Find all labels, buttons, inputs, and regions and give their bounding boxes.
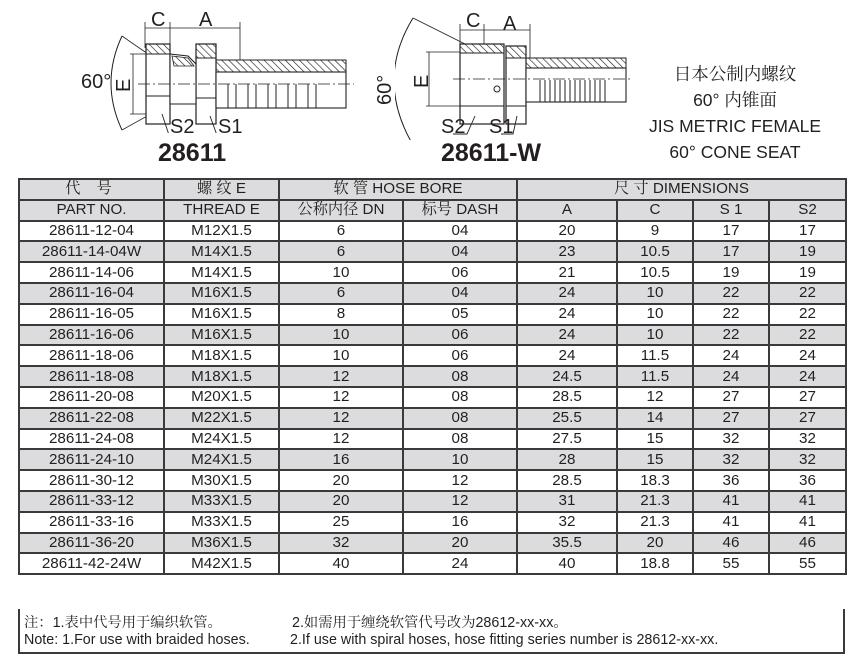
table-row: [19, 491, 846, 512]
cell-s2: 19: [769, 262, 846, 283]
cell-dash: 20: [403, 533, 517, 554]
note-en-2: 2.If use with spiral hoses, hose fitting series number is 28612-xx-xx.: [290, 632, 719, 648]
cell-c: 14: [617, 408, 693, 429]
cell-s2: 17: [769, 221, 846, 242]
table-row: [19, 470, 846, 491]
cell-part: 28611-36-20: [19, 533, 164, 554]
note-en-1: Note: 1.For use with braided hoses.: [24, 632, 250, 648]
table-row: [19, 304, 846, 325]
cell-dn: 10: [279, 262, 403, 283]
fitting-drawing-28611: [70, 8, 360, 133]
table-row: [19, 241, 846, 262]
cell-dash: 10: [403, 449, 517, 470]
cell-thread: M30X1.5: [164, 470, 279, 491]
cell-dn: 6: [279, 283, 403, 304]
cell-dn: 20: [279, 491, 403, 512]
cell-s1: 24: [693, 345, 769, 366]
cell-c: 11.5: [617, 345, 693, 366]
cell-s2: 32: [769, 429, 846, 450]
cell-thread: M20X1.5: [164, 387, 279, 408]
cell-thread: M33X1.5: [164, 512, 279, 533]
cell-dn: 32: [279, 533, 403, 554]
cell-part: 28611-16-05: [19, 304, 164, 325]
cell-c: 18.8: [617, 553, 693, 574]
cell-s2: 24: [769, 366, 846, 387]
dim-label-e: E: [113, 78, 135, 92]
cell-c: 10.5: [617, 262, 693, 283]
cell-a: 24: [517, 345, 617, 366]
header-s1: S 1: [693, 200, 769, 221]
cell-thread: M36X1.5: [164, 533, 279, 554]
table-row: [19, 429, 846, 450]
cell-part: 28611-14-06: [19, 262, 164, 283]
header-dash: 标号 DASH: [403, 200, 517, 221]
cell-thread: M14X1.5: [164, 241, 279, 262]
product-description: [625, 61, 845, 165]
table-row: [19, 221, 846, 242]
cell-a: 24: [517, 304, 617, 325]
cell-s1: 46: [693, 533, 769, 554]
cell-a: 31: [517, 491, 617, 512]
note-cn-2: 2.如需用于缠绕软管代号改为28612-xx-xx。: [292, 615, 568, 631]
cell-c: 9: [617, 221, 693, 242]
specification-table: [18, 178, 847, 575]
description-en-title: JIS METRIC FEMALE: [648, 116, 822, 136]
hex-label-s1: S1: [489, 116, 514, 138]
cell-s2: 27: [769, 408, 846, 429]
cell-c: 10.5: [617, 241, 693, 262]
cell-c: 10: [617, 283, 693, 304]
cell-s2: 55: [769, 553, 846, 574]
cell-part: 28611-14-04W: [19, 241, 164, 262]
cell-s1: 24: [693, 366, 769, 387]
cell-dash: 04: [403, 241, 517, 262]
cell-s2: 41: [769, 512, 846, 533]
hex-label-s2: S2: [170, 116, 195, 138]
cell-s2: 24: [769, 345, 846, 366]
cell-part: 28611-12-04: [19, 221, 164, 242]
cell-thread: M14X1.5: [164, 262, 279, 283]
cell-dn: 12: [279, 366, 403, 387]
cell-thread: M24X1.5: [164, 429, 279, 450]
table-body: [19, 221, 846, 575]
cell-s2: 46: [769, 533, 846, 554]
cell-dn: 6: [279, 241, 403, 262]
cell-a: 28.5: [517, 387, 617, 408]
header-thread-en: THREAD E: [164, 200, 279, 221]
header-a: A: [517, 200, 617, 221]
cell-s1: 17: [693, 241, 769, 262]
cell-a: 32: [517, 512, 617, 533]
cell-s2: 22: [769, 283, 846, 304]
cell-s1: 19: [693, 262, 769, 283]
cell-dn: 10: [279, 345, 403, 366]
table-row: [19, 325, 846, 346]
cell-dash: 06: [403, 345, 517, 366]
dim-label-c: C: [466, 10, 481, 32]
cell-a: 24.5: [517, 366, 617, 387]
cell-s2: 22: [769, 304, 846, 325]
cell-dn: 6: [279, 221, 403, 242]
cell-part: 28611-24-10: [19, 449, 164, 470]
cell-thread: M33X1.5: [164, 491, 279, 512]
cell-s2: 27: [769, 387, 846, 408]
header-thread-cn: 螺 纹 E: [164, 179, 279, 200]
cell-dash: 12: [403, 470, 517, 491]
cell-c: 20: [617, 533, 693, 554]
cell-c: 15: [617, 429, 693, 450]
cell-dash: 06: [403, 262, 517, 283]
description-cn-seat: 60° 内锥面: [693, 90, 777, 110]
cell-thread: M12X1.5: [164, 221, 279, 242]
header-part-en: PART NO.: [19, 200, 164, 221]
cell-thread: M18X1.5: [164, 366, 279, 387]
cell-dn: 25: [279, 512, 403, 533]
cell-s2: 32: [769, 449, 846, 470]
cell-part: 28611-24-08: [19, 429, 164, 450]
cell-thread: M18X1.5: [164, 345, 279, 366]
cell-part: 28611-42-24W: [19, 553, 164, 574]
cell-s1: 55: [693, 553, 769, 574]
fitting-cross-section-icon: [70, 8, 360, 133]
cell-s1: 41: [693, 512, 769, 533]
cell-a: 28.5: [517, 470, 617, 491]
table-row: [19, 533, 846, 554]
header-part-cn: 代 号: [19, 179, 164, 200]
cell-thread: M16X1.5: [164, 304, 279, 325]
cell-thread: M22X1.5: [164, 408, 279, 429]
cell-thread: M16X1.5: [164, 325, 279, 346]
table-row: [19, 345, 846, 366]
cell-thread: M24X1.5: [164, 449, 279, 470]
cell-dn: 12: [279, 408, 403, 429]
angle-label: 60°: [81, 71, 112, 93]
table-row: [19, 512, 846, 533]
cell-s1: 22: [693, 325, 769, 346]
cell-s2: 36: [769, 470, 846, 491]
cell-s2: 41: [769, 491, 846, 512]
cell-c: 11.5: [617, 366, 693, 387]
cell-part: 28611-30-12: [19, 470, 164, 491]
cell-dash: 05: [403, 304, 517, 325]
cell-dn: 40: [279, 553, 403, 574]
cell-part: 28611-33-12: [19, 491, 164, 512]
cell-part: 28611-18-06: [19, 345, 164, 366]
cell-dn: 8: [279, 304, 403, 325]
cell-dash: 08: [403, 429, 517, 450]
header-dimensions: 尺 寸 DIMENSIONS: [517, 179, 846, 200]
hex-label-s2: S2: [441, 116, 466, 138]
note-cn-1: 注：1.表中代号用于编织软管。: [24, 615, 222, 631]
angle-label: 60°: [374, 74, 396, 105]
dim-label-a: A: [199, 9, 213, 31]
cell-dn: 12: [279, 387, 403, 408]
cell-s2: 19: [769, 241, 846, 262]
table-row: [19, 553, 846, 574]
cell-dash: 08: [403, 366, 517, 387]
cell-part: 28611-16-04: [19, 283, 164, 304]
cell-a: 23: [517, 241, 617, 262]
model-number-28611: 28611: [158, 139, 227, 167]
cell-c: 12: [617, 387, 693, 408]
notes-box: [18, 609, 845, 654]
cell-a: 40: [517, 553, 617, 574]
cell-a: 24: [517, 283, 617, 304]
header-s2: S2: [769, 200, 846, 221]
dim-label-a: A: [503, 13, 517, 35]
dim-label-c: C: [151, 9, 166, 31]
cell-s1: 22: [693, 304, 769, 325]
cell-a: 27.5: [517, 429, 617, 450]
cell-dash: 12: [403, 491, 517, 512]
cell-s1: 32: [693, 429, 769, 450]
cell-a: 25.5: [517, 408, 617, 429]
cell-part: 28611-16-06: [19, 325, 164, 346]
cell-s1: 36: [693, 470, 769, 491]
cell-s1: 27: [693, 408, 769, 429]
cell-s2: 22: [769, 325, 846, 346]
dim-label-e: E: [411, 74, 433, 88]
cell-dash: 04: [403, 283, 517, 304]
cell-dash: 08: [403, 408, 517, 429]
table-row: [19, 366, 846, 387]
cell-thread: M42X1.5: [164, 553, 279, 574]
cell-dn: 20: [279, 470, 403, 491]
cell-a: 20: [517, 221, 617, 242]
cell-dn: 16: [279, 449, 403, 470]
cell-part: 28611-20-08: [19, 387, 164, 408]
cell-s1: 41: [693, 491, 769, 512]
cell-s1: 32: [693, 449, 769, 470]
cell-dash: 06: [403, 325, 517, 346]
cell-c: 15: [617, 449, 693, 470]
cell-s1: 22: [693, 283, 769, 304]
cell-a: 21: [517, 262, 617, 283]
cell-dash: 16: [403, 512, 517, 533]
cell-thread: M16X1.5: [164, 283, 279, 304]
table-row: [19, 449, 846, 470]
cell-part: 28611-22-08: [19, 408, 164, 429]
cell-part: 28611-33-16: [19, 512, 164, 533]
cell-part: 28611-18-08: [19, 366, 164, 387]
cell-s1: 17: [693, 221, 769, 242]
cell-dash: 08: [403, 387, 517, 408]
cell-a: 28: [517, 449, 617, 470]
model-number-28611-w: 28611-W: [441, 139, 542, 167]
description-en-seat: 60° CONE SEAT: [669, 142, 801, 162]
header-dn: 公称内径 DN: [279, 200, 403, 221]
cell-c: 10: [617, 325, 693, 346]
cell-dn: 12: [279, 429, 403, 450]
table-row: [19, 262, 846, 283]
header-c: C: [617, 200, 693, 221]
cell-dn: 10: [279, 325, 403, 346]
table-row: [19, 387, 846, 408]
cell-c: 21.3: [617, 491, 693, 512]
cell-dash: 04: [403, 221, 517, 242]
cell-c: 10: [617, 304, 693, 325]
description-cn-title: 日本公制内螺纹: [673, 64, 797, 84]
cell-c: 18.3: [617, 470, 693, 491]
table-row: [19, 283, 846, 304]
cell-c: 21.3: [617, 512, 693, 533]
table-header-row-2: [19, 200, 846, 221]
cell-a: 35.5: [517, 533, 617, 554]
cell-s1: 27: [693, 387, 769, 408]
hex-label-s1: S1: [218, 116, 243, 138]
cell-dash: 24: [403, 553, 517, 574]
table-row: [19, 408, 846, 429]
table-header-row-1: [19, 179, 846, 200]
header-hose-bore: 软 管 HOSE BORE: [279, 179, 517, 200]
cell-a: 24: [517, 325, 617, 346]
